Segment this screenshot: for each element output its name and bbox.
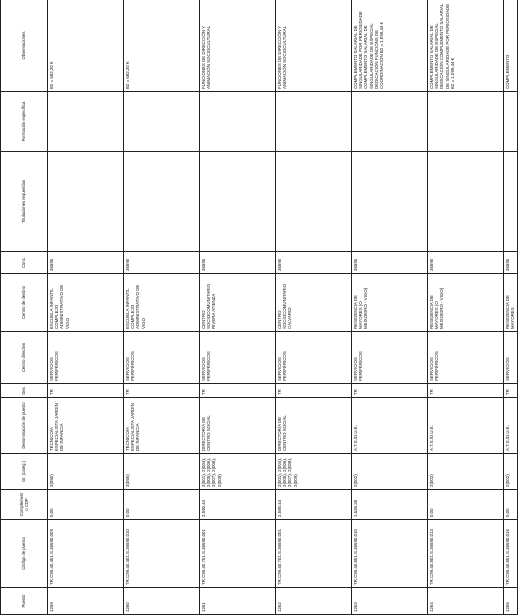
table-cell: TR [352,384,428,398]
table-cell: 36590 [124,252,200,274]
table-cell: COMPLEMENTO SALARIAL DE SINGULARIDADE POR PERIOSIDADE COMPLEMENTO SALARIAL DE SINGULARIDADE DE ESPECIAL DEDICACIÓN FUNCIÓNS DE COORDINACIÓN B2 = 1.099,44 € [352,0,428,92]
table-cell [428,92,504,152]
table-cell: RESIDENCIA DE MAYORES (O MEIXOEIRO - VIGO) [428,274,504,332]
column-header: Puesto [1,588,48,615]
table-cell: 36590 [200,252,276,274]
table-cell [428,152,504,252]
table-cell: TR.C99.40.401.S.36590.009 [48,520,124,588]
table-cell [276,92,352,152]
table-row [124,0,200,615]
table-cell: 2.590.44 [276,490,352,520]
table-cell: 36590 [352,252,428,274]
table-cell: RESIDENCIA DE MAYORES (O MEIXOEIRO - VIGO) [352,274,428,332]
table-cell: SERVICIOS PERIFÉRICOS [428,332,504,384]
table-body [48,0,518,615]
table-cell: SERVICIOS PERIFÉRICOS [352,332,428,384]
table-cell: 1265 [504,588,518,615]
table-cell [352,92,428,152]
table-cell: 36590 [48,252,124,274]
column-header: Formación específica [1,92,48,152]
column-header: Denominación de puesto [1,398,48,454]
table-cell: RESIDENCIA DE MAYORES [504,274,518,332]
table-cell: 0.00 [504,490,518,520]
table-cell: 1261 [200,588,276,615]
table-cell: FUNCIONES DE DIRECCIÓN Y ANIMACIÓN SOCIOCULTURAL [200,0,276,92]
table-cell: TR.C99.40.701.S.36590.001 [276,520,352,588]
table-cell [124,152,200,252]
table-cell: A.T.S./D.U.E. [504,398,518,454]
table-cell: SERVICIOS [504,332,518,384]
table-cell: 36590 [428,252,504,274]
table-cell: SERVICIOS PERIFÉRICOS [124,332,200,384]
table-cell: 36590 [276,252,352,274]
table-cell: TÉCNICO/A ESPECIALISTA JARDÍN DE INFANCIA [48,398,124,454]
table-cell: 1259 [48,588,124,615]
table-cell [200,152,276,252]
table-cell [504,92,518,152]
table-cell: B2 = 682,20 € [124,0,200,92]
table-cell: 2(001), 2(004), 2(005), 2(006), 2(007), 2(008), 2(009) [276,454,352,490]
column-header: Conc. [1,252,48,274]
table-row [276,0,352,615]
table-cell: A.T.S./D.U.E. [428,398,504,454]
table-cell: SERVICIOS PERIFÉRICOS [48,332,124,384]
table-cell: 0.00 [48,490,124,520]
table-cell: TÉCNICO/A ESPECIALISTA JARDÍN DE INFANCIA [124,398,200,454]
table-cell: SERVICIOS PERIFÉRICOS [200,332,276,384]
table-cell: A.T.S./D.U.E. [352,398,428,454]
table-row [48,0,124,615]
table-cell [48,92,124,152]
table-header [1,0,48,615]
table-cell [352,152,428,252]
table-cell: 0.00 [428,490,504,520]
column-header: Titulaciones requeridas [1,152,48,252]
table-cell: 2.590.44 [200,490,276,520]
table-cell: 36590 [504,252,518,274]
table-cell: CENTRO SOCIOCOMUNITARIO RIVERA ATIENZA [200,274,276,332]
table-row [504,0,518,615]
table-cell: 2(002) [428,454,504,490]
column-header: Centro de destino [1,274,48,332]
table-cell: TR.C99.40.801.S.36590.016 [504,520,518,588]
table-cell: TR.C99.40.401.S.36590.010 [124,520,200,588]
table-row [428,0,504,615]
table-cell: TR [504,384,518,398]
table-cell [48,152,124,252]
table-cell: 1.535.28 [352,490,428,520]
table-row [352,0,428,615]
column-header: Código de puesto [1,520,48,588]
column-header: Observaciones [1,0,48,92]
table-cell: B2 = 682,20 € [48,0,124,92]
header-row [1,0,48,615]
table-cell [124,92,200,152]
table-cell: TR [276,384,352,398]
table-cell: SERVICIOS PERIFÉRICOS [276,332,352,384]
table-cell [504,152,518,252]
table-cell: 1260 [124,588,200,615]
table-cell: TR.C99.40.801.S.36590.010 [352,520,428,588]
table-cell: COMPLEMENTO [504,0,518,92]
column-header: Centro directivo [1,332,48,384]
table-cell [200,92,276,152]
table-cell: ESCUELA INFANTIL COMPLEJO ADMINISTRATIVO DE VIGO [124,274,200,332]
table-cell: TR.C99.40.701.S.36590.001 [200,520,276,588]
table-cell: 2(001), 2(004), 2(005), 2(006), 2(007), 2(008), 2(009) [200,454,276,490]
table-cell: 3(050) [124,454,200,490]
column-header: Complemento CDP [1,490,48,520]
table-cell: 1263 [352,588,428,615]
table-cell: DIRECTOR/A DE CENTRO SOCIAL [276,398,352,454]
table-cell: 1262 [276,588,352,615]
table-cell [276,152,352,252]
table-cell: 0.00 [124,490,200,520]
table-cell: FUNCIONES DE DIRECCIÓN Y ANIMACIÓN SOCIOCULTURAL [276,0,352,92]
table-cell: 3(050) [48,454,124,490]
column-header: Gex. [1,384,48,398]
table-cell: 1264 [428,588,504,615]
table-cell: DIRECTOR/A DE CENTRO SOCIAL [200,398,276,454]
table-row [200,0,276,615]
table-cell: TR [200,384,276,398]
table-cell: COMPLEMENTO SALARIAL DE SINGULARIDADE DE ESPECIAL DEDICACIÓN COMPLEMENTO SALARIAL DE SINGULARIDADE POR PERIOSIDADE B2 = 1.099,44 € [428,0,504,92]
table-cell: TR [428,384,504,398]
column-header: Gr. (categ.) [1,454,48,490]
table-cell: TR [124,384,200,398]
table-cell: ESCUELA INFANTIL COMPLEJO ADMINISTRATIVO DE VIGO [48,274,124,332]
table-cell: 2(002) [504,454,518,490]
table-cell: CENTRO SOCIOCOMUNITARIO CALVARIO [276,274,352,332]
table-cell: TR.C99.40.801.S.36590.013 [428,520,504,588]
table-cell: 2(002) [352,454,428,490]
table-cell: TR [48,384,124,398]
